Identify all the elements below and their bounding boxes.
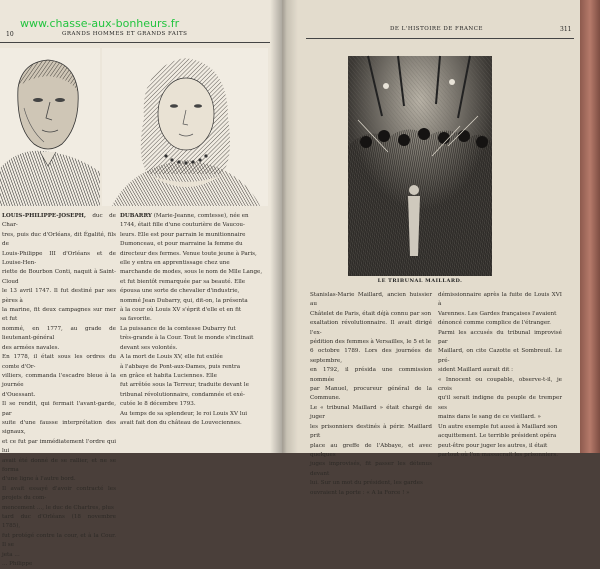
book-cover-edge [580,0,600,453]
portrait-dubarry [102,48,268,206]
header-rule-right [306,38,574,39]
text-line: acquittement. Le terrible président opéra [438,433,557,440]
text-line: et ce fut par immédiatement l'ordre qui lui [2,438,116,455]
text-line: juges improvisés, fit passer les détenus devant [310,461,432,477]
page-number-left: 10 [6,31,14,38]
right-page [282,0,580,496]
text-line: en grâce et habita Luciennes. Elle [120,372,217,379]
text-line: A la mort de Louis XV, elle fut exilée [120,354,223,361]
text-line: dénoncé comme complice de l'étranger. [438,320,551,327]
text-line: tres, puis duc d'Orléans, dit Égalité, fils de [2,231,116,248]
text-line: cutée le 8 décembre 1793. [120,401,196,408]
text-line: 6 octobre 1789. Lors des journées de septembre, [310,348,432,364]
text-line: partout où l'on massacrait les prisonniers. [438,451,558,458]
text-line: Dumonceau, et pour marraine la femme du [120,241,243,248]
text-line: fut arrêtée sous la Terreur, traduite devant le [120,382,249,389]
text-line: à la cour où Louis XV s'éprit d'elle et en fit [120,307,242,314]
text-line: Il avait essayé d'avoir contracté les projets du com- [2,485,116,502]
text-line: Un autre exemple fut aussi à Maillard son [438,423,558,430]
text-line: En 1778, il était sous les ordres du comte d'Or- [2,354,116,370]
text-line: d'une ligne à l'autre bord. [2,476,76,483]
engraving-caption: LE TRIBUNAL MAILLARD. [377,278,463,284]
text-line: 1744, était fille d'une couturière de Vaucou- [120,222,245,229]
text-line: pédition des femmes à Versailles, le 5 et le [310,339,432,346]
text-line: épousa une sorte de chevalier d'industrie, [120,288,240,295]
article-title-louis-philippe: LOUIS-PHILIPPE-JOSEPH, [2,213,86,219]
text-line: « Innocent ou coupable, observe-t-il, je crois [438,376,562,393]
text-line: Stanislas-Marie Maillard, ancien huissier au [310,292,432,308]
text-line: à l'abbaye de Pont-aux-Dames, puis rentra [120,363,241,370]
article-title-dubarry: DUBARRY [120,213,152,219]
text-line: ... Philippe [2,561,33,568]
engraving-tribunal-maillard [348,56,492,276]
text-line: des armées navales. [2,344,60,351]
text-line: qu'il serait indigne du peuple de tremper ses [438,395,562,411]
text-line: le 13 avril 1747. Il fut destiné par ses pères à [2,288,116,304]
text-line: La puissance de la comtesse Dubarry fut [120,325,236,332]
text-line: Louis-Philippe III d'Orléans et de Louise-Hen- [2,250,116,267]
text-line: d'Ouessant. [2,391,36,398]
text-line: très-grande à la Cour. Tout le monde s'inclinait [120,335,254,342]
text-line: mains dans le sang de ce vieillard. » [438,414,541,421]
text-line: elle y entra en apprentissage chez une [120,260,230,267]
text-line: Parmi les accusés du tribunal improvisé par [438,329,562,346]
text-line: marchande de modes, sous le nom de Mlle Lange, [120,269,263,276]
watermark: www.chasse-aux-bonheurs.fr [20,17,180,30]
text-line: avait fait don du château de Louveciennes. [120,419,242,426]
text-line: Le « tribunal Maillard » était chargé de juger [310,404,432,421]
text-line: en 1792, il présida une commission nommée [310,367,432,383]
left-page [0,0,282,568]
page-number-right: 311 [560,26,572,33]
text-line: les prisonniers destinés à périr. Maillard prit [310,423,432,440]
portrait-louis-philippe [0,48,100,206]
text-line: exaltation révolutionnaire. Il avait dirigé l'ex- [310,320,432,336]
text-line: duc de Char- [2,213,116,229]
text-line: Au temps de sa splendeur, le roi Louis XV lui [120,410,248,417]
text-line: Châtelet de Paris, était déjà connu par son [310,310,432,317]
text-line: Maillard, on cite Cazotte et Sombreuil. Le pré- [438,348,562,364]
text-line: suite d'une fausse interprétation des signaux, [2,419,116,436]
article-louis-philippe [2,212,116,569]
text-line: et fut bientôt remarquée par sa beauté. Elle [120,278,246,285]
text-line: tribunal révolutionnaire, condamnée et exé- [120,391,245,398]
text-line: riette de Bourbon Conti, naquit à Saint-Cloud [2,269,116,285]
text-line: lui. Sur un mot du président, les gardes [310,480,423,487]
text-line: ouvraient la porte : « A la Force ! » [310,489,410,496]
text-line: villiers, commanda l'escadre bleue à la journée [2,372,116,389]
text-line: sident Maillard aurait dit : [438,367,514,374]
text-line: devant ses volontés. [120,344,178,351]
text-line: fut protégé contre la cour, et à la Cour. Il se [2,532,116,549]
article-dubarry [120,212,268,428]
article-maillard-col1 [310,291,432,498]
text-line: (Marie-Jeanne, comtesse), née en [153,213,249,219]
header-rule-left [0,42,270,43]
text-line: nommé, en 1777, au grade de lieutenant-général [2,325,116,342]
text-line: leurs. Elle est pour parrain le munitionnaire [120,231,246,238]
text-line: tard duc d'Orléans (18 novembre 1785), [2,514,116,530]
text-line: place au greffe de l'Abbaye, et avec quelques [310,442,432,458]
text-line: la marine, fit deux campagnes sur mer et fut [2,307,116,323]
text-line: par Manuel, procureur général de la Commune. [310,386,432,402]
article-maillard-col2 [438,291,562,460]
text-line: directeur des fermes. Venue toute jeune à Paris, [120,250,257,257]
text-line: avait été donné de se rallier, et ne se forma [2,457,116,473]
running-head-right: DE L'HISTOIRE DE FRANCE [390,26,483,32]
text-line: mencement ..., le duc de Chartres, plus [2,504,114,511]
text-line: sa favorite. [120,316,152,323]
text-line: Il se rendit, qui fermait l'avant-garde, par [2,401,116,417]
text-line: peut-être pour juger les autres, il était [438,442,548,449]
text-line: démissionnaire après la fuite de Louis XVI à [438,292,562,308]
text-line: nommé Jean Dubarry, qui, dit-on, la présenta [120,297,248,304]
text-line: jeta ... [2,551,20,558]
running-head-left: GRANDS HOMMES ET GRANDS FAITS [62,31,188,37]
text-line: Varennes. Les Gardes françaises l'avaient [438,310,557,317]
